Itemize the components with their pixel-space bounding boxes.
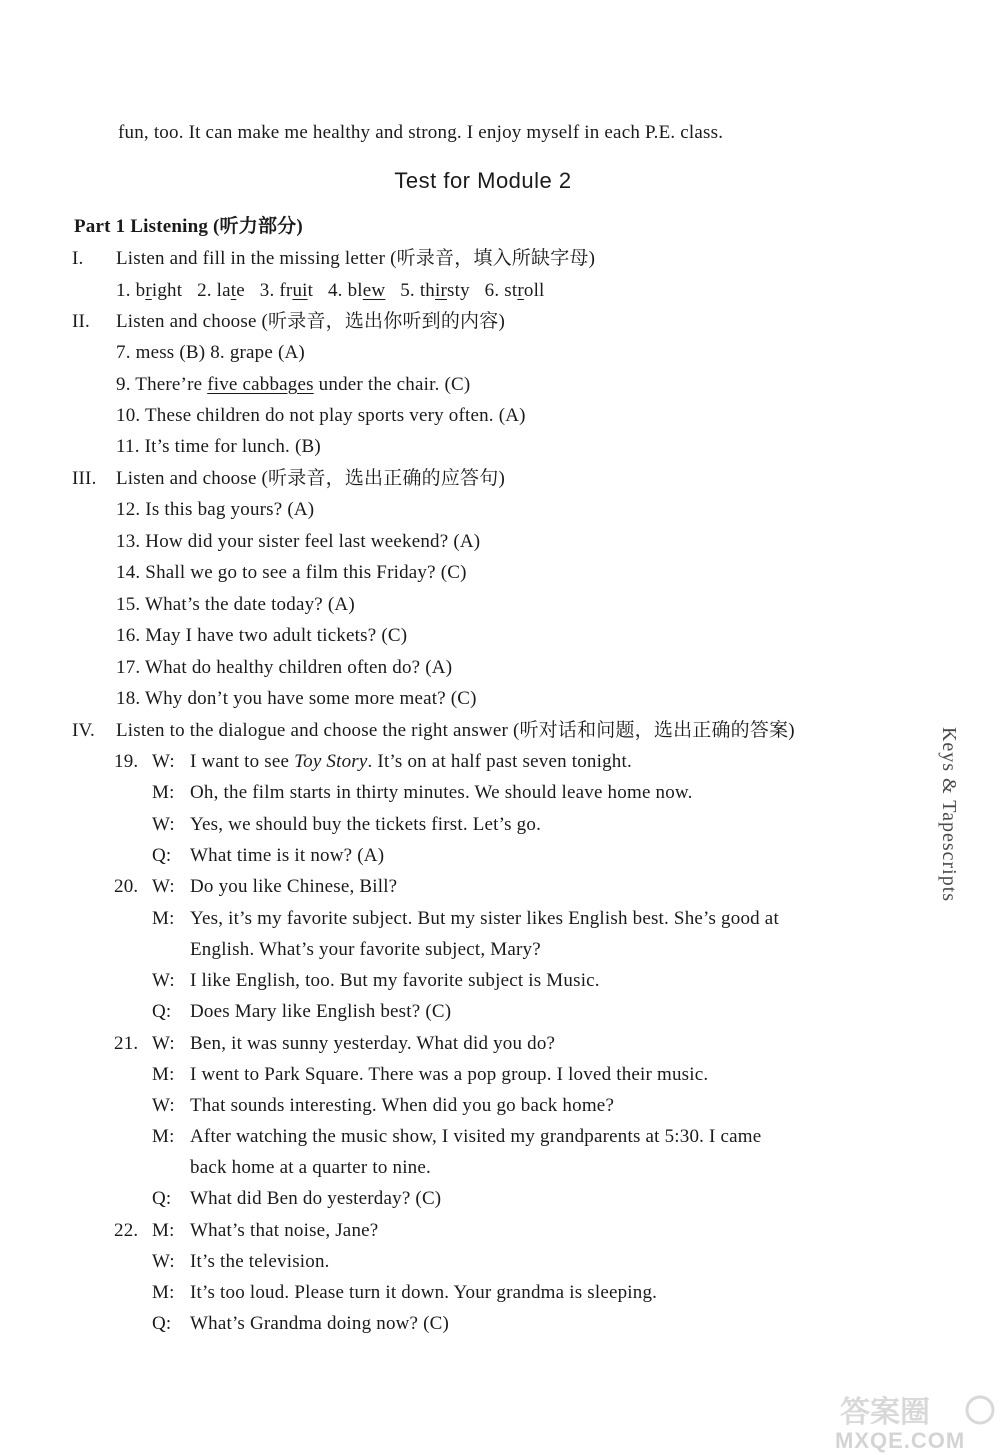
speaker-w: W: [152,876,175,897]
speaker-w: W: [152,1095,175,1116]
word-part: bl [347,280,363,301]
dialogue-number: 21. [114,1033,139,1054]
speaker-w: W: [152,1033,175,1054]
dialogue-line: I like English, too. But my favorite subject is Music. [190,970,600,991]
dialogue-line: Do you like Chinese, Bill? [190,876,398,897]
list-item: 13. How did your sister feel last weekend? (A) [116,531,481,552]
item-text: under the chair. (C) [313,374,471,395]
dialogue-line: Oh, the film starts in thirty minutes. We should leave home now. [190,782,693,803]
list-item: 11. It’s time for lunch. (B) [116,436,321,457]
missing-letter: r [517,280,524,301]
missing-letter: t [230,280,237,301]
speaker-q: Q: [152,1001,172,1022]
dialogue-line: I went to Park Square. There was a pop group. I loved their music. [190,1064,709,1085]
word-part: oll [523,280,545,301]
list-item: 7. mess (B) 8. grape (A) [116,342,305,363]
word-part: e [236,280,245,301]
word-part: sty [447,280,470,301]
word-part: la [216,280,231,301]
section-number: II. [72,311,91,332]
word-number: 3. [259,280,275,301]
section-instruction: Listen and choose (听录音，选出正确的应答句) [116,468,505,489]
missing-letter: ew [362,280,386,301]
question-line: Does Mary like English best? (C) [190,1001,452,1022]
word-number: 6. [484,280,500,301]
speaker-w: W: [152,814,175,835]
speaker-w: W: [152,970,175,991]
section-number: IV. [72,720,95,741]
missing-letter: ir [435,280,448,301]
dialogue-line [190,751,632,773]
part-heading: Part 1 Listening (听力部分) [74,216,303,237]
speaker-m: M: [152,1064,175,1085]
underlined-phrase: five cabbages [207,374,314,395]
dialogue-line: That sounds interesting. When did you go back home? [190,1095,615,1116]
speaker-m: M: [152,1282,175,1303]
dialogue-line: It’s the television. [190,1251,330,1272]
dialogue-line: It’s too loud. Please turn it down. Your grandma is sleeping. [190,1282,658,1303]
list-item: 17. What do healthy children often do? (A) [116,657,453,678]
word-part: t [307,280,314,301]
speaker-m: M: [152,908,175,929]
speaker-w: W: [152,1251,175,1272]
question-line: What time is it now? (A) [190,845,385,866]
speaker-q: Q: [152,1188,172,1209]
item-text: 9. There’re [116,374,208,395]
missing-letter: ui [292,280,308,301]
section-number: I. [72,248,84,269]
word-part: th [419,280,435,301]
list-item: 18. Why don’t you have some more meat? (C) [116,688,477,709]
dialogue-line: Yes, it’s my favorite subject. But my sister likes English best. She’s good at [190,908,779,929]
dialogue-line: English. What’s your favorite subject, Mary? [190,939,541,960]
dialogue-line: Ben, it was sunny yesterday. What did you do? [190,1033,556,1054]
list-item: 14. Shall we go to see a film this Friday? (C) [116,562,467,583]
dialogue-number: 20. [114,876,139,897]
section-number: III. [72,468,97,489]
speaker-q: Q: [152,845,172,866]
dialogue-line: Yes, we should buy the tickets first. Let’s go. [190,814,542,835]
intro-line: fun, too. It can make me healthy and strong. I enjoy myself in each P.E. class. [118,122,724,143]
answer-words [116,280,545,302]
list-item: 12. Is this bag yours? (A) [116,499,315,520]
section-instruction: Listen and fill in the missing letter (听录音，填入所缺字母) [116,248,596,269]
word-number: 5. [400,280,415,301]
section-instruction: Listen to the dialogue and choose the right answer (听对话和问题，选出正确的答案) [116,720,795,741]
dialogue-number: 22. [114,1220,139,1241]
list-item: 15. What’s the date today? (A) [116,594,355,615]
speaker-m: M: [152,1126,175,1147]
word-number: 1. [116,280,131,301]
question-line: What did Ben do yesterday? (C) [190,1188,442,1209]
speaker-w: W: [152,751,175,772]
word-part: ight [151,280,183,301]
list-item [116,374,470,396]
dialogue-line: back home at a quarter to nine. [190,1157,431,1178]
speaker-m: M: [152,782,175,803]
list-item: 16. May I have two adult tickets? (C) [116,625,408,646]
side-tab-label: Keys & Tapescripts [938,726,961,902]
word-part: fr [279,280,293,301]
watermark-text: MXQE.COM [835,1428,966,1453]
word-number: 4. [327,280,343,301]
speaker-q: Q: [152,1313,172,1334]
section-instruction: Listen and choose (听录音，选出你听到的内容) [116,311,505,332]
question-line: What’s Grandma doing now? (C) [190,1313,450,1334]
watermark-cjk: 答案圈 [840,1395,930,1430]
list-item: 10. These children do not play sports very often. (A) [116,405,526,426]
line-text: I want to see [190,751,295,772]
word-number: 2. [197,280,212,301]
missing-letter: r [145,280,152,301]
dialogue-line: What’s that noise, Jane? [190,1220,379,1241]
word-part: st [504,280,518,301]
dialogue-number: 19. [114,751,139,772]
page-title: Test for Module 2 [394,168,572,193]
speaker-m: M: [152,1220,175,1241]
side-tab [925,724,973,904]
film-title: Toy Story [294,751,368,772]
word-part: b [135,280,146,301]
dialogue-line: After watching the music show, I visited my grandparents at 5:30. I came [190,1126,762,1147]
line-text: . It’s on at half past seven tonight. [367,751,632,772]
